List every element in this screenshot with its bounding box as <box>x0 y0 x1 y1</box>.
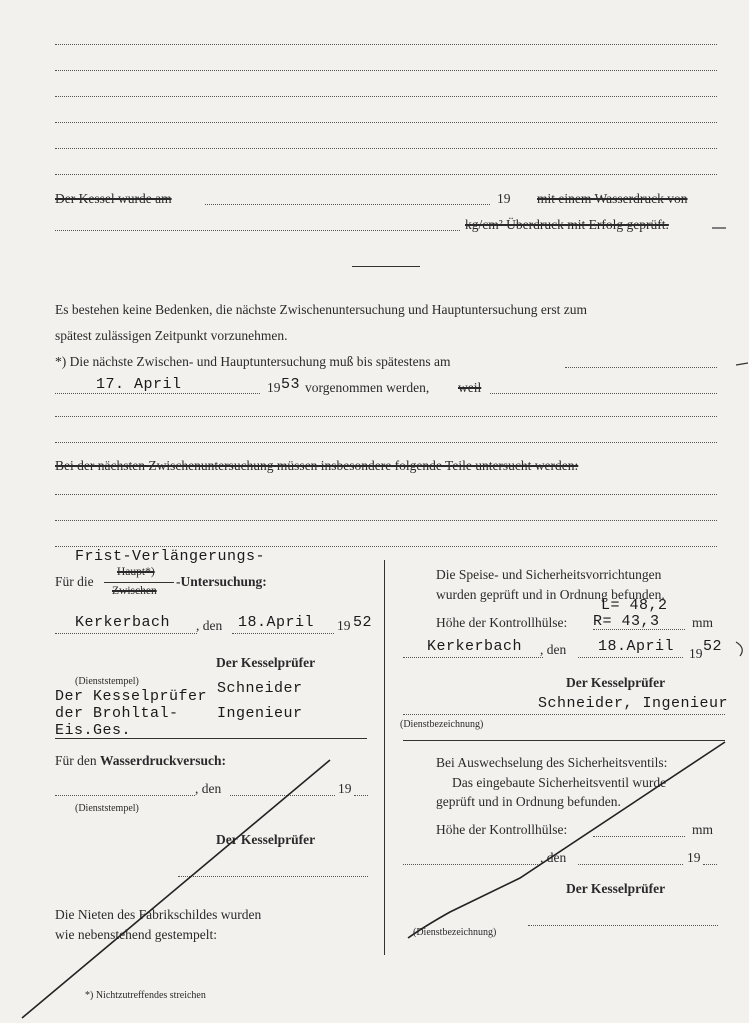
right-hoehe-label: Höhe der Kontrollhülse: <box>436 615 568 630</box>
left-stamp-label: (Dienststempel) <box>75 676 139 687</box>
right-signer-label: Der Kesselprüfer <box>566 675 666 690</box>
left-year-prefix: 19 <box>337 618 351 633</box>
kessel-unit-struck: kg/cm² Überdruck mit Erfolg geprüft. <box>465 217 669 232</box>
left-place-typed: Kerkerbach <box>75 614 171 631</box>
ventil-line-2: Das eingebaute Sicherheitsventil wurde <box>452 775 667 790</box>
deadline-after-year: vorgenommen werden, <box>305 380 430 395</box>
typed-L: L= 48,2 <box>601 597 668 614</box>
zwischen-struck: Zwischen <box>112 585 157 597</box>
right-den-label: , den <box>540 642 567 657</box>
kessel-year-prefix: 19 <box>497 191 511 206</box>
left-year-typed: 52 <box>353 614 373 631</box>
fuer-den-text: Für den <box>55 753 97 768</box>
wd-den-label: , den <box>195 781 222 796</box>
stamp-line-2: der Brohltal- <box>55 705 179 722</box>
ventil-hoehe-label: Höhe der Kontrollhülse: <box>436 822 568 837</box>
right-year-typed: 52 <box>703 638 723 655</box>
ventil-line-3: geprüft und in Ordnung befunden. <box>436 794 621 809</box>
left-date-typed: 18.April <box>238 614 315 631</box>
nieten-line-1: Die Nieten des Fabrikschildes wurden <box>55 907 262 922</box>
right-signature: Schneider, Ingenieur <box>538 695 729 712</box>
typed-R: R= 43,3 <box>593 613 660 630</box>
right-date-typed: 18.April <box>598 638 675 655</box>
deadline-weil-struck: weil <box>458 380 482 395</box>
wd-year-prefix: 19 <box>338 781 352 796</box>
right-line-1: Die Speise- und Sicherheitsvorrichtungen <box>436 567 662 582</box>
wd-signer-label: Der Kesselprüfer <box>216 832 316 847</box>
fuer-die-label: Für die <box>55 574 94 589</box>
wasserdruck-title: Wasserdruckversuch: <box>100 753 226 768</box>
footnote: *) Nichtzutreffendes streichen <box>85 990 206 1001</box>
bedenken-line-1: Es bestehen keine Bedenken, die nächste Zwischenuntersuchung und Hauptuntersuchung erst zum <box>55 302 587 317</box>
ventil-line-1: Bei Auswechselung des Sicherheitsventils: <box>436 755 668 770</box>
kessel-struck-text: Der Kessel wurde am <box>55 191 172 206</box>
nieten-line-2: wie nebenstehend gestempelt: <box>55 927 217 942</box>
untersuchung-label: -Untersuchung: <box>176 574 267 589</box>
ventil-signer-label: Der Kesselprüfer <box>566 881 666 896</box>
ventil-den-label: , den <box>540 850 567 865</box>
ventil-dienst-label: (Dienstbezeichnung) <box>413 927 497 938</box>
right-line-2: wurden geprüft und in Ordnung befunden. <box>436 587 665 602</box>
left-signature-1: Schneider <box>217 680 303 697</box>
left-signature-2: Ingenieur <box>217 705 303 722</box>
bedenken-line-2: spätest zulässigen Zeitpunkt vorzunehmen. <box>55 328 288 343</box>
right-dienst-label: (Dienstbezeichnung) <box>400 719 484 730</box>
deadline-year-prefix: 19 <box>267 380 281 395</box>
left-cancel-stroke <box>22 760 330 1018</box>
parts-struck-line: Bei der nächsten Zwischenuntersuchung müssen insbesondere folgende Teile untersucht werden: <box>55 458 579 473</box>
right-mm: mm <box>692 615 714 630</box>
kessel-pressure-struck: mit einem Wasserdruck von <box>537 191 688 206</box>
haupt-struck: Haupt*) <box>117 566 155 578</box>
wd-stamp-label: (Dienststempel) <box>75 803 139 814</box>
right-place-typed: Kerkerbach <box>427 638 523 655</box>
ventil-mm: mm <box>692 822 714 837</box>
edge-mark <box>736 642 742 656</box>
bedenken-line-3: *) Die nächste Zwischen- und Hauptuntersuchung muß bis spätestens am <box>55 354 451 369</box>
left-signer-label: Der Kesselprüfer <box>216 655 316 670</box>
ventil-year-prefix: 19 <box>687 850 701 865</box>
right-cancel-stroke <box>408 742 725 938</box>
deadline-year-typed: 53 <box>281 376 301 393</box>
edge-mark <box>736 363 748 365</box>
stamp-line-1: Der Kesselprüfer <box>55 688 208 705</box>
left-den-label: , den <box>196 618 223 633</box>
stamp-line-3: Eis.Ges. <box>55 722 132 739</box>
typed-heading: Frist-Verlängerungs- <box>75 548 266 565</box>
deadline-date-typed: 17. April <box>96 376 182 393</box>
right-year-prefix: 19 <box>689 646 703 661</box>
